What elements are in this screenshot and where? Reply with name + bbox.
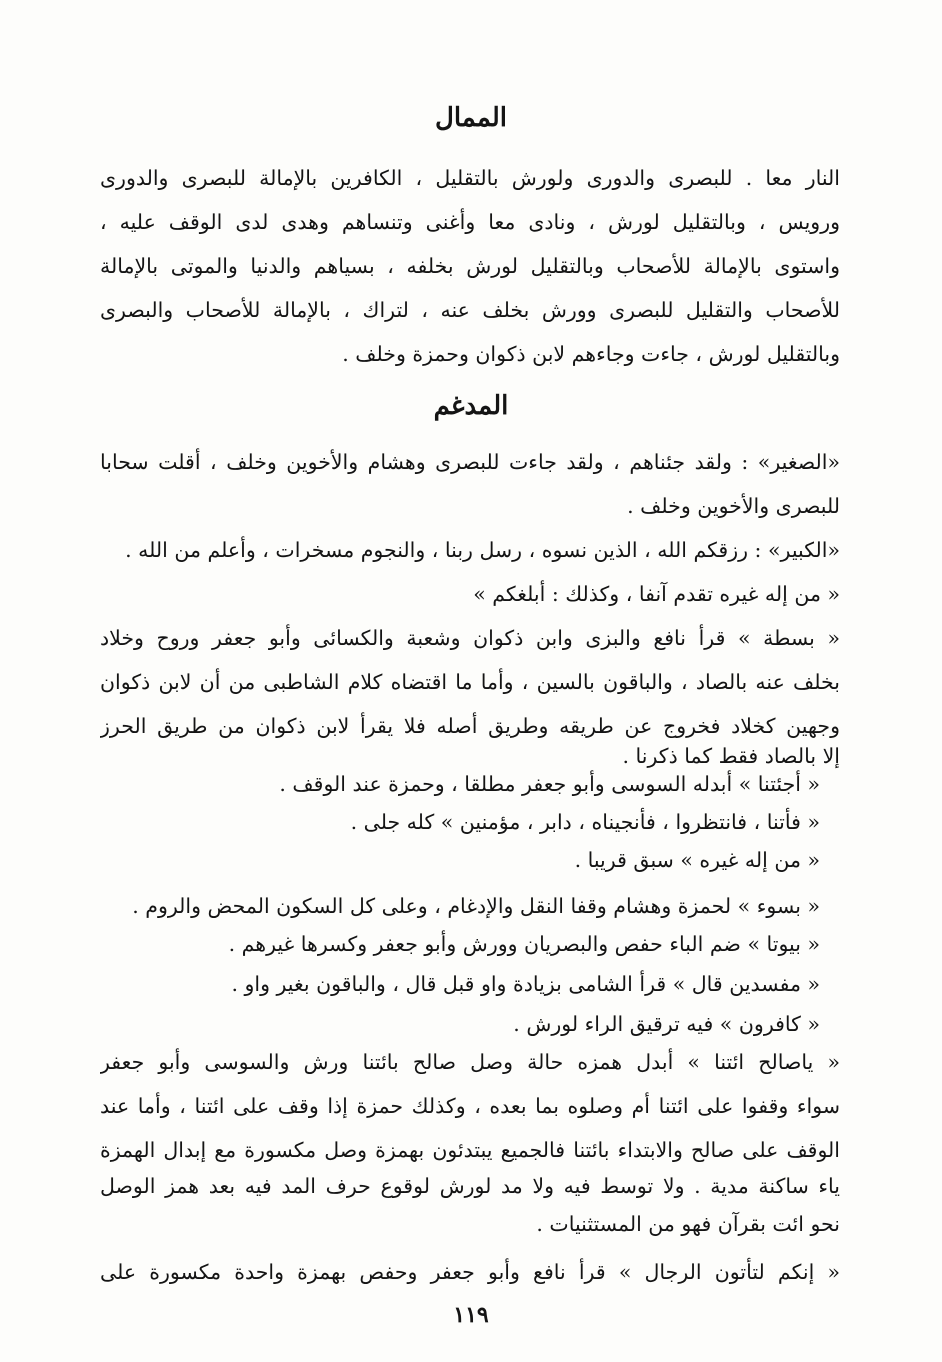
text-line: « من إله غيره تقدم آنفا ، وكذلك : أبلغكم » xyxy=(473,582,840,606)
indented-text-line: « من إله غيره » سبق قريبا . xyxy=(574,848,820,872)
text-line: «الكبير» : رزقكم الله ، الذين نسوه ، رسل ربنا ، والنجوم مسخرات ، وأعلم من الله . xyxy=(125,538,840,562)
text-line: واستوى بالإمالة للأصحاب وبالتقليل لورش بخلفه ، بسياهم والدنيا والموتى بالإمالة xyxy=(100,254,840,278)
page-number: ١١٩ xyxy=(453,1302,489,1328)
text-line: « ياصالح ائتنا » أبدل همزه حالة وصل صالح بائتنا ورش والسوسى وأبو جعفر xyxy=(100,1050,840,1074)
indented-text-line: « فأتنا ، فانتظروا ، فأنجيناه ، دابر ، مؤمنين » كله جلى . xyxy=(350,810,820,834)
text-line: «الصغير» : ولقد جئناهم ، ولقد جاءت للبصرى وهشام والأخوين وخلف ، أقلت سحابا xyxy=(100,450,840,474)
text-line: ياء ساكنة مدية . ولا توسط فيه ولا مد لورش لوقوع حرف المد فيه بعد همز الوصل xyxy=(100,1174,840,1198)
indented-text-line: « مفسدين قال » قرأ الشامى بزيادة واو قبل قال ، والباقون بغير واو . xyxy=(231,972,820,996)
indented-text-line: « بسوء » لحمزة وهشام وقفا النقل والإدغام ، وعلى كل السكون المحض والروم . xyxy=(132,894,820,918)
text-line: الوقف على صالح والابتداء بائتنا فالجميع يبتدئون بهمزة وصل مكسورة مع إبدال الهمزة xyxy=(100,1138,840,1162)
indented-text-line: « بيوتا » ضم الباء حفص والبصريان وورش وأبو جعفر وكسرها غيرهم . xyxy=(228,932,820,956)
text-line: ورويس ، وبالتقليل لورش ، ونادى معا وأغنى وتنساهم وهدى لدى الوقف عليه ، xyxy=(100,210,840,234)
text-line: وبالتقليل لورش ، جاءت وجاءهم لابن ذكوان وحمزة وخلف . xyxy=(342,342,840,366)
text-line: النار معا . للبصرى والدورى ولورش بالتقليل ، الكافرين بالإمالة للبصرى والدورى xyxy=(100,166,840,190)
indented-text-line: « كافرون » فيه ترقيق الراء لورش . xyxy=(513,1012,820,1036)
indented-text-line: « أجئتنا » أبدله السوسى وأبو جعفر مطلقا ، وحمزة عند الوقف . xyxy=(279,772,820,796)
text-line: بخلف عنه بالصاد ، والباقون بالسين ، وأما ما اقتضاه كلام الشاطبى من أن لابن ذكوان xyxy=(100,670,840,694)
text-line: « إنكم لتأتون الرجال » قرأ نافع وأبو جعفر وحفص بهمزة واحدة مكسورة على xyxy=(100,1260,840,1284)
text-line: إلا بالصاد فقط كما ذكرنا . xyxy=(622,744,840,768)
section-heading-idgham: المدغم xyxy=(433,391,509,421)
text-line: وجهين كخلاد فخروج عن طريقه وطريق أصله فلا يقرأ لابن ذكوان من طريق الحرز xyxy=(100,714,840,738)
section-heading-imala: الممال xyxy=(434,103,508,133)
text-line: سواء وقفوا على ائتنا أم وصلوه بما بعده ، وكذلك حمزة إذا وقف على ائتنا ، وأما عند xyxy=(100,1094,840,1118)
text-line: « بسطة » قرأ نافع والبزى وابن ذكوان وشعبة والكسائى وأبو جعفر وروح وخلاد xyxy=(100,626,840,650)
text-line: للبصرى والأخوين وخلف . xyxy=(627,494,840,518)
text-line: للأصحاب والتقليل للبصرى وورش بخلف عنه ، لتراك ، بالإمالة للأصحاب والبصرى xyxy=(100,298,840,322)
text-line: نحو ائت بقرآن فهو من المستثنيات . xyxy=(536,1212,840,1236)
